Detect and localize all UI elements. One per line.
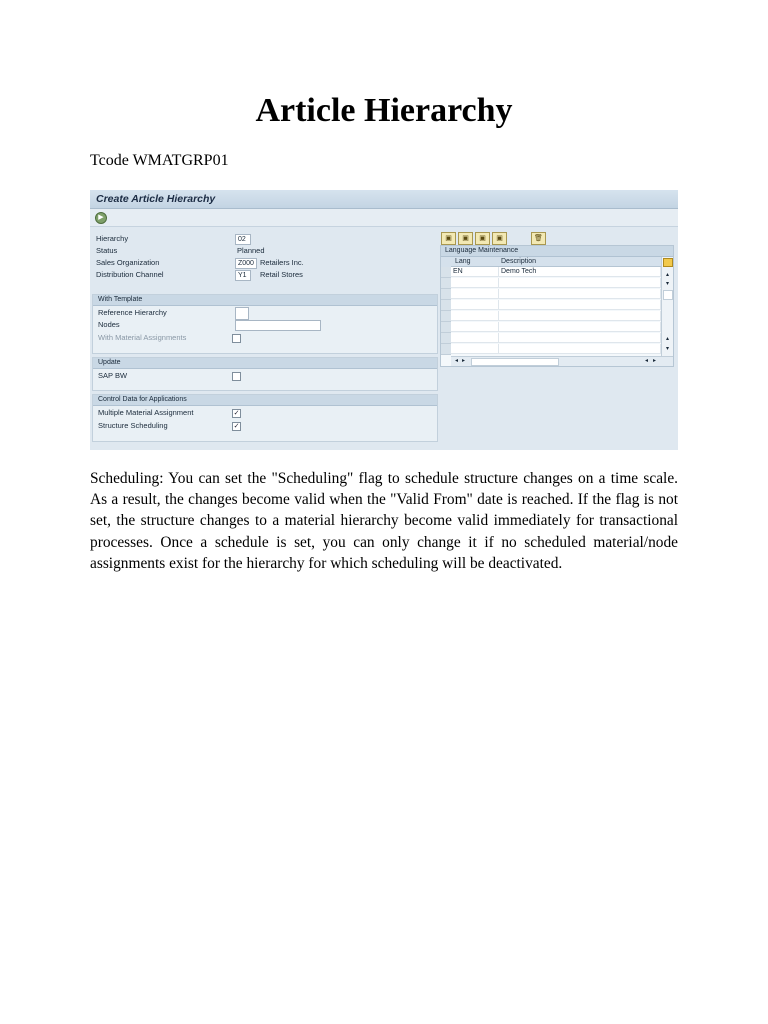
language-maintenance-table bbox=[440, 245, 674, 367]
table-cell[interactable] bbox=[451, 322, 499, 332]
dist-channel-desc: Retail Stores bbox=[260, 270, 303, 279]
copy-entry-icon[interactable]: ▣ bbox=[458, 232, 473, 245]
structure-scheduling-label: Structure Scheduling bbox=[98, 421, 168, 430]
table-cell[interactable] bbox=[451, 300, 499, 310]
row-selector[interactable] bbox=[441, 344, 451, 355]
scroll-thumb[interactable] bbox=[663, 290, 673, 300]
scroll-up-icon[interactable]: ▴ bbox=[665, 272, 669, 278]
sales-org-label: Sales Organization bbox=[96, 258, 160, 267]
status-label: Status bbox=[96, 246, 118, 255]
delete-trash-icon[interactable]: 🗑 bbox=[531, 232, 546, 245]
table-cell[interactable] bbox=[499, 300, 661, 310]
select-icon[interactable]: ▣ bbox=[492, 232, 507, 245]
structure-scheduling-checkbox[interactable]: ✓ bbox=[233, 423, 240, 430]
group-header bbox=[93, 358, 437, 369]
scroll-right-icon[interactable]: ▸ bbox=[653, 358, 657, 364]
vertical-scrollbar[interactable] bbox=[661, 257, 673, 356]
table-cell[interactable] bbox=[451, 311, 499, 321]
dist-channel-label: Distribution Channel bbox=[96, 270, 164, 279]
table-cell[interactable] bbox=[499, 278, 661, 288]
insert-row-icon[interactable]: ▣ bbox=[475, 232, 490, 245]
row-selector[interactable] bbox=[441, 322, 451, 333]
control-data-group bbox=[92, 394, 438, 442]
table-cell[interactable] bbox=[499, 333, 661, 343]
table-cell[interactable] bbox=[499, 344, 661, 354]
column-lang[interactable]: Lang bbox=[451, 257, 499, 267]
table-settings-icon[interactable] bbox=[663, 258, 673, 267]
table-cell[interactable] bbox=[451, 278, 499, 288]
table-cell[interactable] bbox=[451, 333, 499, 343]
scroll-thumb[interactable] bbox=[471, 358, 559, 366]
row-selector[interactable] bbox=[441, 311, 451, 322]
column-description[interactable]: Description bbox=[499, 257, 661, 267]
row-selector[interactable] bbox=[441, 289, 451, 300]
sales-org-desc: Retailers Inc. bbox=[260, 258, 304, 267]
language-header-bar bbox=[441, 246, 673, 257]
scroll-right-icon[interactable]: ▸ bbox=[462, 358, 466, 364]
row-selector[interactable] bbox=[441, 278, 451, 289]
scroll-left-icon[interactable]: ◂ bbox=[455, 358, 459, 364]
row-selector[interactable] bbox=[441, 267, 451, 278]
group-header bbox=[93, 295, 437, 306]
hierarchy-label: Hierarchy bbox=[96, 234, 129, 243]
sap-screenshot bbox=[90, 190, 678, 450]
multiple-assignment-label: Multiple Material Assignment bbox=[98, 408, 194, 417]
sap-bw-checkbox[interactable] bbox=[232, 372, 241, 381]
sap-toolbar bbox=[90, 209, 678, 227]
scroll-up-icon[interactable]: ▴ bbox=[665, 336, 669, 342]
with-template-header: With Template bbox=[98, 296, 143, 303]
control-data-header: Control Data for Applications bbox=[98, 396, 187, 403]
table-cell-lang[interactable]: EN bbox=[451, 267, 499, 277]
table-cell[interactable] bbox=[499, 311, 661, 321]
hierarchy-input[interactable]: 02 bbox=[235, 234, 251, 245]
scroll-left-icon[interactable]: ◂ bbox=[645, 358, 649, 364]
with-material-assignments-checkbox[interactable] bbox=[232, 334, 241, 343]
sales-org-input[interactable]: Z000 bbox=[235, 258, 257, 269]
row-selector[interactable] bbox=[441, 300, 451, 311]
table-cell[interactable] bbox=[499, 322, 661, 332]
sap-bw-label: SAP BW bbox=[98, 371, 128, 380]
group-header bbox=[93, 395, 437, 406]
table-cell[interactable] bbox=[451, 289, 499, 299]
table-cell-description[interactable]: Demo Tech bbox=[499, 267, 661, 277]
sap-window-title: Create Article Hierarchy bbox=[90, 190, 678, 209]
new-entry-icon[interactable]: ▣ bbox=[441, 232, 456, 245]
scroll-down-icon[interactable]: ▾ bbox=[665, 346, 669, 352]
nodes-input[interactable] bbox=[235, 320, 321, 331]
table-cell[interactable] bbox=[451, 344, 499, 354]
reference-hierarchy-input[interactable] bbox=[235, 307, 249, 320]
scroll-down-icon[interactable]: ▾ bbox=[665, 281, 669, 287]
scheduling-paragraph: Scheduling: You can set the "Scheduling" flag to schedule structure changes on a time scale. As a result, the changes become valid when the "Valid From" date is reached. If the flag is not set, the structure changes to a material hierarchy become valid immediately for transactional processes. Once a schedule is set, you can only change it if no scheduled material/node assignments exist for the hierarchy for which scheduling will be deactivated. bbox=[90, 470, 678, 572]
execute-icon[interactable]: ▶ bbox=[95, 212, 107, 224]
tcode-line: Tcode WMATGRP01 bbox=[90, 152, 229, 169]
table-cell[interactable] bbox=[499, 289, 661, 299]
dist-channel-input[interactable]: Y1 bbox=[235, 270, 251, 281]
row-selector[interactable] bbox=[441, 333, 451, 344]
language-maintenance-header: Language Maintenance bbox=[445, 247, 519, 254]
page-title: Article Hierarchy bbox=[255, 92, 513, 129]
reference-hierarchy-label: Reference Hierarchy bbox=[98, 308, 167, 317]
status-value: Planned bbox=[237, 246, 265, 255]
multiple-assignment-checkbox[interactable]: ✓ bbox=[233, 410, 240, 417]
update-header: Update bbox=[98, 359, 121, 366]
with-material-assignments-label: With Material Assignments bbox=[98, 333, 187, 342]
nodes-label: Nodes bbox=[98, 320, 120, 329]
horizontal-scrollbar[interactable] bbox=[451, 356, 673, 366]
update-group bbox=[92, 357, 438, 391]
